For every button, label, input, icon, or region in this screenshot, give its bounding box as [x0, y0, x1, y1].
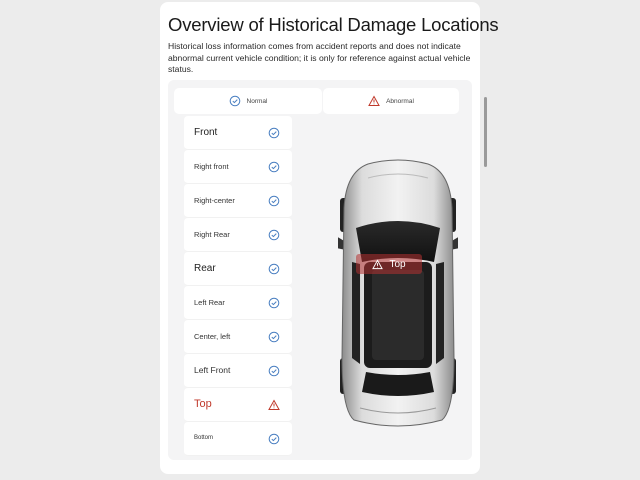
list-item[interactable]: [184, 286, 292, 320]
part-label: Right-center: [194, 196, 235, 205]
list-item[interactable]: [184, 150, 292, 184]
part-label: Front: [194, 127, 218, 138]
disclaimer-text: Historical loss information comes from accident reports and does not indicate abnormal current vehicle condition; it is only for reference against actual vehicle status.: [168, 41, 471, 74]
check-circle-icon: [268, 365, 280, 377]
warning-triangle-icon: [268, 399, 280, 411]
scrollbar[interactable]: [484, 97, 487, 167]
part-label: Right Rear: [194, 230, 230, 239]
warning-triangle-icon: [372, 259, 383, 270]
list-item[interactable]: [184, 218, 292, 252]
check-circle-icon: [229, 95, 241, 107]
damage-location-list: [184, 116, 292, 456]
list-item[interactable]: [184, 354, 292, 388]
legend-abnormal-label: Abnormal: [386, 97, 414, 105]
warning-triangle-icon: [368, 95, 380, 107]
top-marker-label: Top: [389, 258, 406, 270]
part-label: Left Rear: [194, 298, 225, 307]
list-item[interactable]: [184, 388, 292, 422]
check-circle-icon: [268, 331, 280, 343]
part-label: Right front: [194, 162, 229, 171]
check-circle-icon: [268, 433, 280, 445]
part-label: Center, left: [194, 332, 231, 341]
check-circle-icon: [268, 195, 280, 207]
part-label: Rear: [194, 263, 216, 274]
list-item[interactable]: [184, 184, 292, 218]
legend-abnormal[interactable]: [323, 88, 459, 114]
damage-panel: [168, 80, 472, 460]
part-label: Top: [194, 398, 212, 410]
list-item[interactable]: [184, 252, 292, 286]
part-label: Bottom: [194, 435, 214, 441]
top-damage-marker[interactable]: [356, 254, 422, 274]
list-item[interactable]: [184, 116, 292, 150]
check-circle-icon: [268, 263, 280, 275]
check-circle-icon: [268, 297, 280, 309]
page-title: Overview of Historical Damage Locations: [168, 14, 499, 35]
car-top-view-image: [338, 156, 458, 430]
check-circle-icon: [268, 229, 280, 241]
check-circle-icon: [268, 127, 280, 139]
list-item[interactable]: [184, 422, 292, 456]
part-label: Left Front: [194, 365, 231, 375]
damage-overview-card: [160, 2, 499, 474]
check-circle-icon: [268, 161, 280, 173]
legend-normal[interactable]: [174, 88, 322, 114]
list-item[interactable]: [184, 320, 292, 354]
legend-normal-label: Normal: [246, 97, 268, 105]
